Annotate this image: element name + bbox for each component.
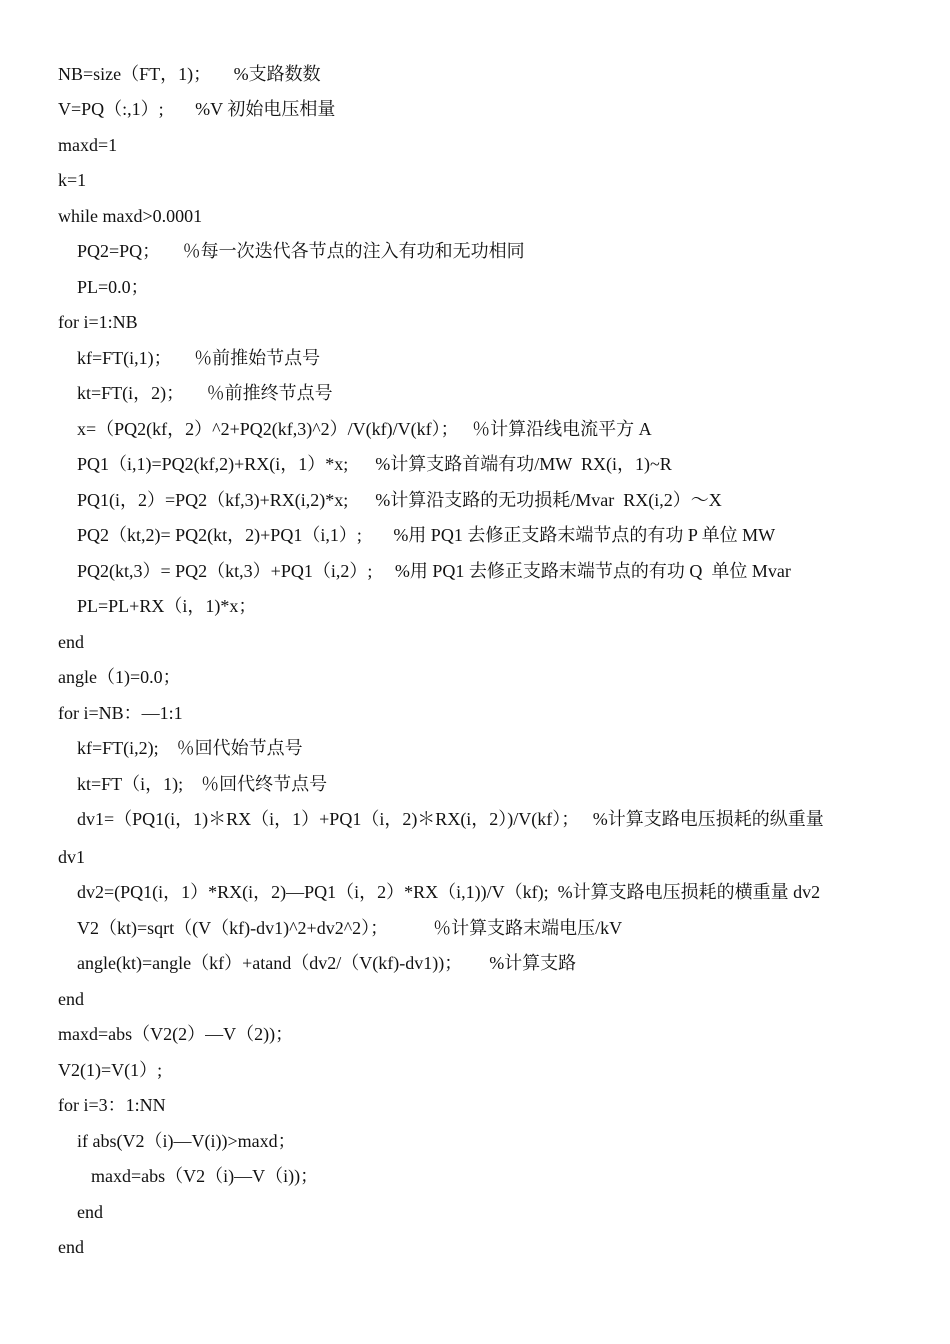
code-line: if abs(V2（i)—V(i))>maxd； [77,1131,296,1151]
code-line: end [58,989,84,1009]
code-line: for i=1:NB [58,312,138,332]
code-line: for i=NB：—1:1 [58,703,183,723]
code-line: x=（PQ2(kf，2）^2+PQ2(kf,3)^2）/V(kf)/V(kf）； ％计算沿线电流平方 A [77,419,652,439]
code-line: while maxd>0.0001 [58,206,203,226]
code-line: kt=FT(i，2)； ％前推终节点号 [77,383,333,403]
code-line: maxd=1 [58,135,118,155]
code-line: PQ2=PQ； ％每一次迭代各节点的注入有功和无功相同 [77,241,525,261]
code-line: PL=0.0； [77,277,149,297]
code-line: PQ2（kt,2)= PQ2(kt，2)+PQ1（i,1）; %用 PQ1 去修正支路末端节点的有功 P 单位 MW [77,525,776,545]
code-line: end [77,1202,103,1222]
code-line: kf=FT(i,1)； ％前推始节点号 [77,348,321,368]
code-line: dv1 [58,847,85,867]
code-line: maxd=abs（V2(2）—V（2))； [58,1024,294,1044]
code-line: V2（kt)=sqrt（(V（kf)-dv1)^2+dv2^2）； ％计算支路末端电压/kV [77,918,623,938]
code-line: kt=FT（i，1); ％回代终节点号 [77,774,328,794]
code-line: for i=3：1:NN [58,1095,166,1115]
code-line: dv2=(PQ1(i，1）*RX(i，2)—PQ1（i，2）*RX（i,1))/V（kf); %计算支路电压损耗的横重量 dv2 [77,882,821,902]
code-line: dv1=（PQ1(i，1)＊RX（i，1）+PQ1（i，2)＊RX(i，2）)/V(kf）； %计算支路电压损耗的纵重量 [77,809,824,829]
code-line: V=PQ（:,1）; %V 初始电压相量 [58,99,336,119]
code-line: NB=size（FT，1)； %支路数数 [58,64,321,84]
code-line: angle（1)=0.0； [58,667,181,687]
code-line: k=1 [58,170,87,190]
code-line: PL=PL+RX（i，1)*x； [77,596,257,616]
code-line: angle(kt)=angle（kf）+atand（dv2/（V(kf)-dv1))； %计算支路 [77,953,577,973]
code-line: PQ1（i,1)=PQ2(kf,2)+RX(i，1）*x; %计算支路首端有功/MW RX(i，1)~R [77,454,672,474]
code-line: V2(1)=V(1）; [58,1060,163,1080]
code-line: PQ2(kt,3）= PQ2（kt,3）+PQ1（i,2）; %用 PQ1 去修正支路末端节点的有功 Q 单位 Mvar [77,561,791,581]
code-line: end [58,632,84,652]
code-line: maxd=abs（V2（i)—V（i))； [91,1166,319,1186]
code-line: end [58,1237,84,1257]
code-line: kf=FT(i,2); ％回代始节点号 [77,738,303,758]
code-line: PQ1(i，2）=PQ2（kf,3)+RX(i,2)*x; %计算沿支路的无功损耗/Mvar RX(i,2）～X [77,490,722,510]
